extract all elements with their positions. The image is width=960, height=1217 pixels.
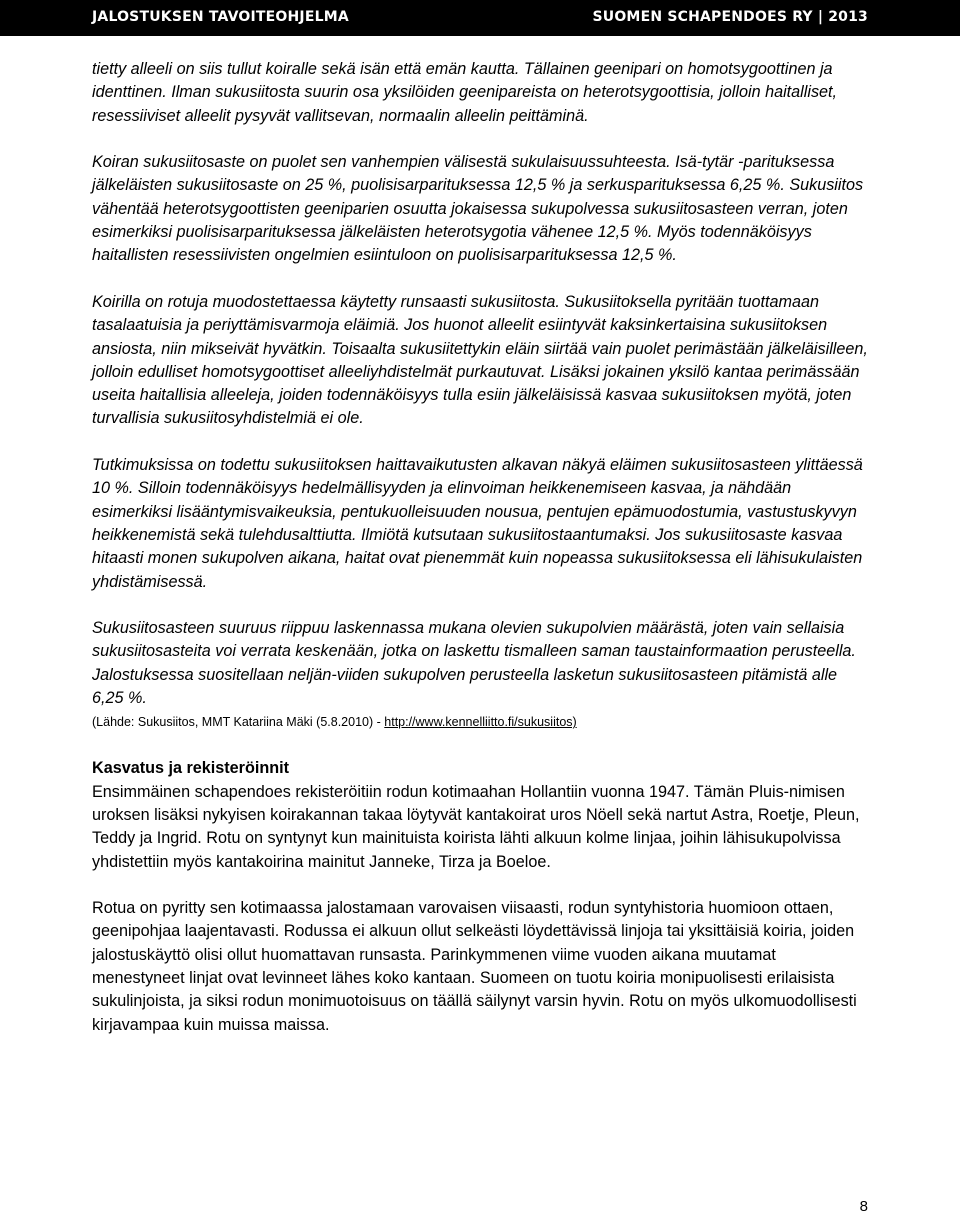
paragraph-inbreeding-depression: Tutkimuksissa on todettu sukusiitoksen haittavaikutusten alkavan näkyä eläimen sukusiitosasteen ylittäessä 10 %. Silloin todennäköisyys hedelmällisyyden ja elinvoiman heikkenemiseen kasvaa, ja nähdään esimerkiksi lisääntymisvaikeuksia, pentukuolleisuuden nousua, pentujen epämuodostumia, vastustuskyvyn heikkenemistä sekä tulehdusalttiutta. Ilmiötä kutsutaan sukusiitostaantumaksi. Jos sukusiitosaste kasvaa hitaasti monen sukupolven aikana, haitat ovat pienemmät kuin nopeassa sukusiitoksessa eli lähisukulaisten yhdistämisessä. bbox=[92, 456, 863, 591]
document-title: JALOSTUKSEN TAVOITEOHJELMA bbox=[92, 9, 349, 25]
paragraph-registration-history: Ensimmäinen schapendoes rekisteröitiin rodun kotimaahan Hollantiin vuonna 1947. Tämän Pluis-nimisen uroksen lisäksi nykyisen koirakannan takaa löytyvät kantakoirat uros Nöell sekä nartut Astra, Roetje, Pleun, Teddy ja Ingrid. Rotu on syntynyt kun mainituista koirista lähti alkuun kolme linjaa, joihin lähisukupolvissa yhdistettiin myös kantakoirina mainitut Janneke, Tirza ja Boeloe. bbox=[92, 782, 860, 871]
page-number: 8 bbox=[859, 1198, 868, 1215]
organization-year: SUOMEN SCHAPENDOES RY | 2013 bbox=[592, 9, 868, 25]
paragraph-breed-formation: Koirilla on rotuja muodostettaessa käytetty runsaasti sukusiitosta. Sukusiitoksella pyritään tuottamaan tasalaatuisia ja periyttämisvarmoja eläimiä. Jos huonot alleelit esiintyvät kaksinkertaisina sukusiitoksen ansiosta, niin mikseivät hyvätkin. Toisaalta sukusiitettykin eläin siirtää vain puolet perimästään jälkeläisilleen, jolloin edulliset homotsygoottiset alleeliyhdistelmät purkautuvat. Lisäksi jokainen yksilö kantaa perimässään useita haitallisia alleeleja, joiden todennäköisyys tulla esiin jälkeläisissä kasvaa sukusiitoksen myötä, joten turvallisia sukusiitosyhdistelmiä ei ole. bbox=[92, 292, 868, 428]
source-text: (Lähde: Sukusiitos, MMT Katariina Mäki (5.8.2010) - bbox=[92, 715, 385, 730]
page-content bbox=[92, 58, 872, 1037]
source-citation bbox=[92, 713, 872, 731]
source-link[interactable]: http://www.kennelliitto.fi/sukusiitos) bbox=[384, 715, 577, 730]
paragraph-inbreeding-degree: Koiran sukusiitosaste on puolet sen vanhempien välisestä sukulaisuussuhteesta. Isä-tytär -parituksessa jälkeläisten sukusiitosaste on 25 %, puolisisarparituksessa 12,5 % ja serkusparituksessa 6,25 %. Sukusiitos vähentää heterotsygoottisten geeniparien osuutta jokaisessa sukupolvessa sukusiitosasteen verran, joten esimerkiksi puolisisarparituksessa jälkeläisten heterotsygotia vähenee 12,5 %. Myös todennäköisyys haitallisten resessiivisten ongelmien esiintuloon on puolisisarparituksessa 12,5 %. bbox=[92, 153, 864, 265]
paragraph-breeding-policy: Rotua on pyritty sen kotimaassa jalostamaan varovaisen viisaasti, rodun syntyhistoria huomioon ottaen, geenipohjaa laajentavasti. Rodussa ei alkuun ollut selkeästi löydettävissä linjoja tai yksittäisiä koiria, joiden jalostuskäyttö olisi ollut huomattavan runsasta. Parinkymmenen viime vuoden aikana muutamat menestyneet linjat ovat levinneet lähes koko kantaan. Suomeen on tuotu koiria monipuolisesti erilaisista sukulinjoista, ja siksi rodun monimuotoisuus on täällä säilynyt varsin hyvin. Rotu on myös ulkomuodollisesti kirjavampaa kuin muissa maissa. bbox=[92, 899, 857, 1034]
paragraph-inbreeding-calculation: Sukusiitosasteen suuruus riippuu laskennassa mukana olevien sukupolvien määrästä, joten vain sellaisia sukusiitosasteita voi verrata keskenään, jotka on laskettu tismalleen saman taustainformaation perusteella. Jalostuksessa suositellaan neljän-viiden sukupolven perusteella lasketun sukusiitosasteen pitämistä alle 6,25 %. bbox=[92, 619, 856, 708]
paragraph-homozygosity: tietty alleeli on siis tullut koiralle sekä isän että emän kautta. Tällainen geenipari on homotsygoottinen ja identtinen. Ilman sukusiitosta suurin osa yksilöiden geenipareista on heterotsygoottisia, jolloin haitalliset, resessiiviset alleelit pysyvät vallitsevan, normaalin alleelin peittäminä. bbox=[92, 60, 838, 125]
page-header bbox=[0, 0, 960, 36]
section-heading: Kasvatus ja rekisteröinnit bbox=[92, 759, 290, 778]
